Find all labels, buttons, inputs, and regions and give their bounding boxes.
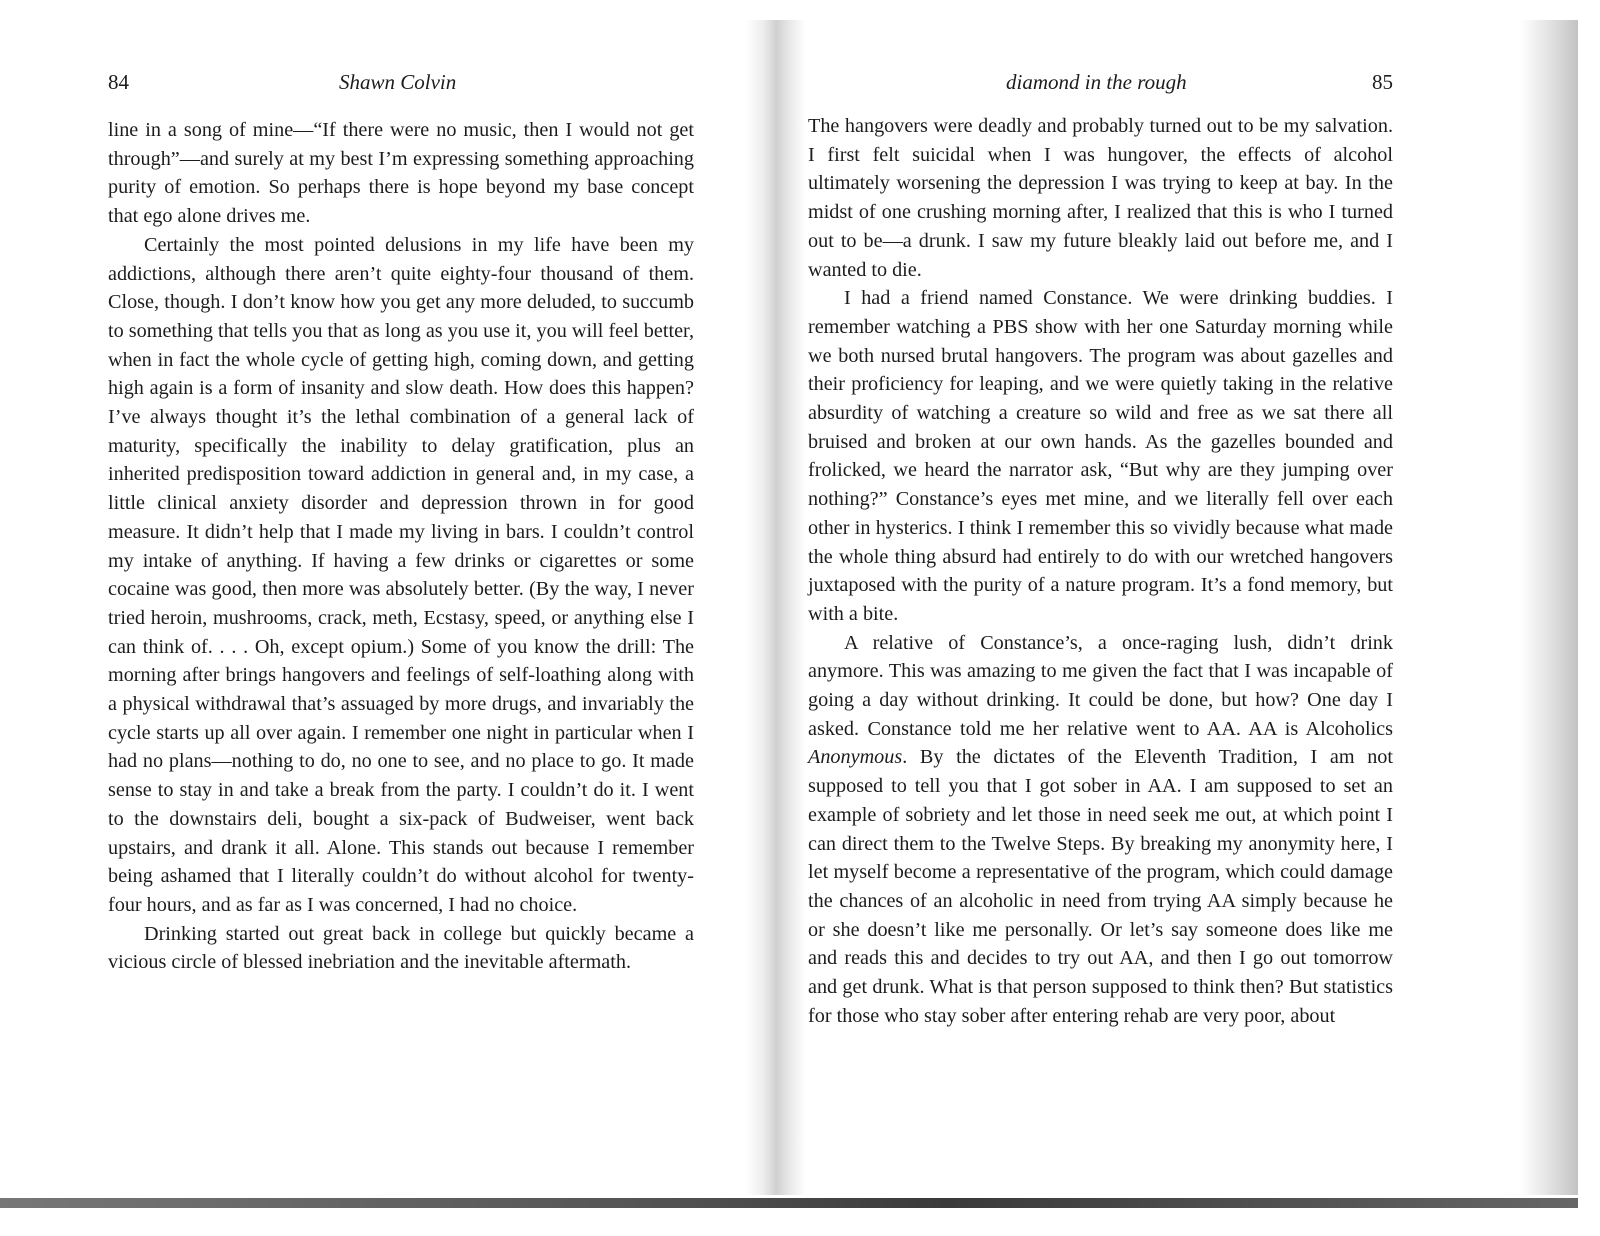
running-head-chapter: diamond in the rough [1006,70,1187,94]
paragraph: Certainly the most pointed delusions in my life have been my addictions, although there aren’t quite eighty-four thousand of them. Close, though. I don’t know how you get any more deluded, to succumb to something that tells you that as long as you use it, you will feel better, when in fact the whole cycle of getting high, coming down, and getting high again is a form of insanity and slow death. How does this happen? I’ve always thought it’s the lethal combination of a general lack of maturity, specifically the inability to delay gratification, plus an inherited predisposition toward addiction in general and, in my case, a little clinical anxiety disorder and depression thrown in for good measure. It didn’t help that I made my living in bars. I couldn’t control my intake of anything. If having a few drinks or cigarettes or some cocaine was good, then more was absolutely better. (By the way, I never tried heroin, mushrooms, crack, meth, Ecstasy, speed, or anything else I can think of. . . . Oh, except opium.) Some of you know the drill: The morning after brings hangovers and feelings of self-loathing along with a physical withdrawal that’s assuaged by more drugs, and invariably the cycle starts up all over again. I remember one night in particular when I had no plans—nothing to do, no one to see, and no place to go. It made sense to stay in and take a break from the party. I couldn’t do it. I went to the downstairs deli, bought a six-pack of Budweiser, went back upstairs, and drank it all. Alone. This stands out because I remember being ashamed that I literally couldn’t do without alcohol for twenty-four hours, and as far as I was concerned, I had no choice. [108,233,694,916]
italic-word: Anonymous [808,746,903,769]
page-number-left: 84 [108,70,129,94]
left-page [0,0,770,1190]
page-number-right: 85 [1372,70,1393,94]
right-page-body [808,112,1393,1031]
book-gutter [745,20,805,1195]
paragraph-text: A relative of Constance’s, a once-raging lush, didn’t drink anymore. This was amazing to me given the fact that I was incapable of going a day without drinking. It could be done, but how? One day I asked. Constance told me her relative went to AA. AA is Alcoholics [808,631,1393,740]
paragraph-text: . By the dictates of the Eleventh Tradition, I am not supposed to tell you that I got sober in AA. I am supposed to set an example of sobriety and let those in need seek me out, at which point I can direct them to the Twelve Steps. By breaking my anonymity here, I let myself become a representative of the program, which could damage the chances of an alcoholic in need from trying AA simply because he or she doesn’t like me personally. Or let’s say someone does like me and reads this and decides to try out AA, and then I go out tomorrow and get drunk. What is that person supposed to think then? But statistics for those who stay sober after entering rehab are very poor, about [808,746,1393,1027]
scan-bottom-edge [0,1198,1578,1208]
paragraph: I had a friend named Constance. We were drinking buddies. I remember watching a PBS show with her one Saturday morning while we both nursed brutal hangovers. The program was about gazelles and their proficiency for leaping, and we were quietly taking in the relative absurdity of watching a creature so wild and free as we sat there all bruised and broken at our own hands. As the gazelles bounded and frolicked, we heard the narrator ask, “But why are they jumping over nothing?” Constance’s eyes met mine, and we literally fell over each other in hysterics. I think I remember this so vividly because what made the whole thing absurd had entirely to do with our wretched hangovers juxtaposed with the purity of a nature program. It’s a fond memory, but with a bite. [808,287,1393,625]
paragraph [808,629,1393,1031]
paragraph: The hangovers were deadly and probably turned out to be my salvation. I first felt suicidal when I was hungover, the effects of alcohol ultimately worsening the depression I was trying to keep at bay. In the midst of one crushing morning after, I realized that this is who I turned out to be—a drunk. I saw my future bleakly laid out before me, and I wanted to die. [808,115,1393,281]
page-edge-shadow [1520,20,1578,1195]
paragraph: Drinking started out great back in college but quickly became a vicious circle of blessed inebriation and the inevitable aftermath. [108,922,694,974]
paragraph: line in a song of mine—“If there were no music, then I would not get through”—and surely at my best I’m expressing something approaching purity of emotion. So perhaps there is hope beyond my base concept that ego alone drives me. [108,119,694,228]
running-head-author: Shawn Colvin [339,70,457,94]
left-page-body [108,116,694,977]
